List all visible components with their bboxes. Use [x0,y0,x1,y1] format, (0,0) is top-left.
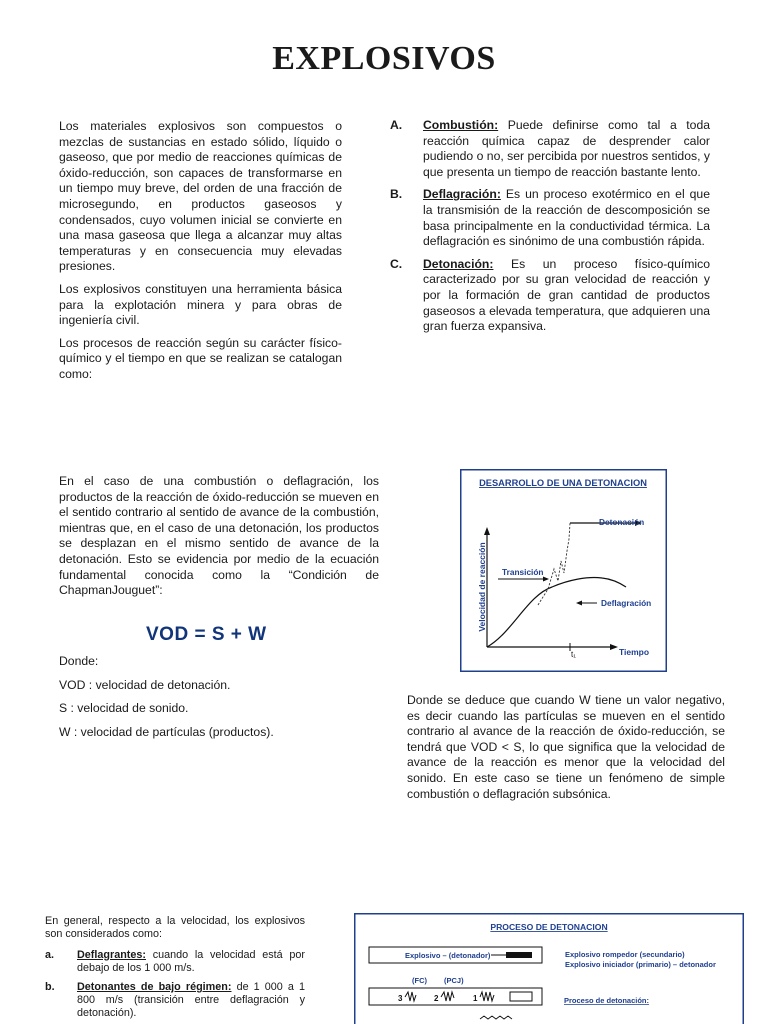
definition-line: S : velocidad de sonido. [59,701,189,716]
definitions-list [59,654,274,748]
process-item [390,257,710,335]
zone-2-label: 2 [434,994,439,1003]
transition-label: Transición [502,567,544,577]
secondary-explosive-label: Explosivo rompedor (secundario) [565,950,685,959]
figure-frame [461,470,667,672]
page-title: EXPLOSIVOS [272,40,496,77]
speed-intro: En general, respecto a la velocidad, los explosivos son considerados como: [45,915,305,941]
detonation-label: Detonación [599,517,645,527]
intro-paragraph: Los procesos de reacción según su carácter físico-químico y el tiempo en que se realizan se catalogan como: [59,335,342,381]
process-letter: A. [390,118,403,132]
intro-paragraph: Los explosivos constituyen una herramienta básica para la explotación minera y para obras de ingeniería civil. [59,281,342,328]
process-text: Es un proceso exotérmico en el que la transmisión de la reacción de descomposición se basa principalmente en la conductividad térmica. La deflagración es sinónimo de una combustión rápida. [423,187,710,249]
process-letter: C. [390,256,403,271]
process-term: Deflagración: [423,187,501,202]
x-axis-label: Tiempo [619,647,650,657]
chapman-paragraph: En el caso de una combustión o deflagración, los productos de la reacción de óxido-reducción se mueven en el sentido contrario al sentido de avance de la combustión, mientras que, en el caso de una detonación, los productos se desplazan en el mismo sentido de avance de la detonación. Esto se evidencia por medio de la ecuación fundamental conocida como la “Condición de ChapmanJouguet”: [59,474,379,598]
definition-line: VOD : velocidad de detonación. [59,677,231,692]
process-item [390,187,710,249]
speed-text: cuando la velocidad está por debajo de los 1 000 m/s. [77,948,305,975]
explosive-box-label: Explosivo – (detonador) [405,951,491,960]
process-list [390,118,710,342]
process-item [390,118,710,180]
intro-section [59,119,342,390]
fc-label: (FC) [412,976,427,985]
process-letter: B. [390,187,403,202]
process-term: Combustión: [423,118,499,132]
deflagration-label: Deflagración [601,598,652,608]
figure-title: DESARROLLO DE UNA DETONACION [479,478,647,488]
definition-line: Donde: [59,654,99,668]
detonation-process-figure [354,913,744,1024]
t1-label: t₁ [571,650,576,659]
cartridge-icon [510,992,532,1001]
deduction-paragraph: Donde se deduce que cuando W tiene un valor negativo, es decir cuando las partículas se mueven en el sentido contrario al avance de la reacción de óxido-reducción, se tendrá que VOD < S, lo que significa que la velocidad de avance de la reacción es menor que la velocidad del sonido. En este caso se tiene un fenómeno de simple combustión o deflagración subsónica. [407,693,725,801]
y-axis-label: Velocidad de reacción [477,542,487,632]
speed-item [45,981,305,1021]
speed-text: de 1 000 a 1 800 m/s (transición entre deflagración y detonación). [77,980,305,1020]
speed-letter: b. [45,980,55,993]
process-label: Proceso de detonación: [564,996,650,1005]
speed-item [45,949,305,976]
speed-letter: a. [45,948,55,961]
zone-1-label: 1 [473,994,478,1003]
process-text: Es un proceso físico-químico caracterizado por su gran velocidad de reacción y por la formación de gran cantidad de productos gaseosos a elevada temperatura, que adquieren una gran fuerza expansiva. [423,256,710,334]
detonation-development-figure [460,469,667,672]
process-text: Puede definirse como tal a toda reacción química capaz de desprender calor pudiendo o no, ser percibida por nuestros sentidos, y que presenta un tiempo de reacción bastante lento. [423,118,710,179]
speed-section [45,915,305,1024]
speed-term: Deflagrantes: [77,948,146,961]
definition-line: W : velocidad de partículas (productos). [59,724,274,739]
figure-title: PROCESO DE DETONACION [490,922,608,932]
detonator-icon [506,952,532,958]
intro-paragraph: Los materiales explosivos son compuestos o mezclas de sustancias en estado sólido, líquido o gaseoso, que por medio de reacciones químicas de óxido-reducción, son capaces de transformarse en un tiempo muy breve, del orden de una fracción de microsegundo, en productos gaseosos y condensados, cuyo volumen inicial se convierte en una masa gaseosa que llega a alcanzar muy altas temperaturas y en consecuencia muy elevadas presiones. [59,119,342,274]
vod-formula: VOD = S + W [146,624,267,645]
speed-term: Detonantes de bajo régimen: [77,980,232,993]
zone-3-label: 3 [398,994,403,1003]
primary-explosive-label: Explosivo iniciador (primario) – detonador [565,960,716,969]
pcj-label: (PCJ) [444,976,464,985]
process-term: Detonación: [423,256,494,271]
